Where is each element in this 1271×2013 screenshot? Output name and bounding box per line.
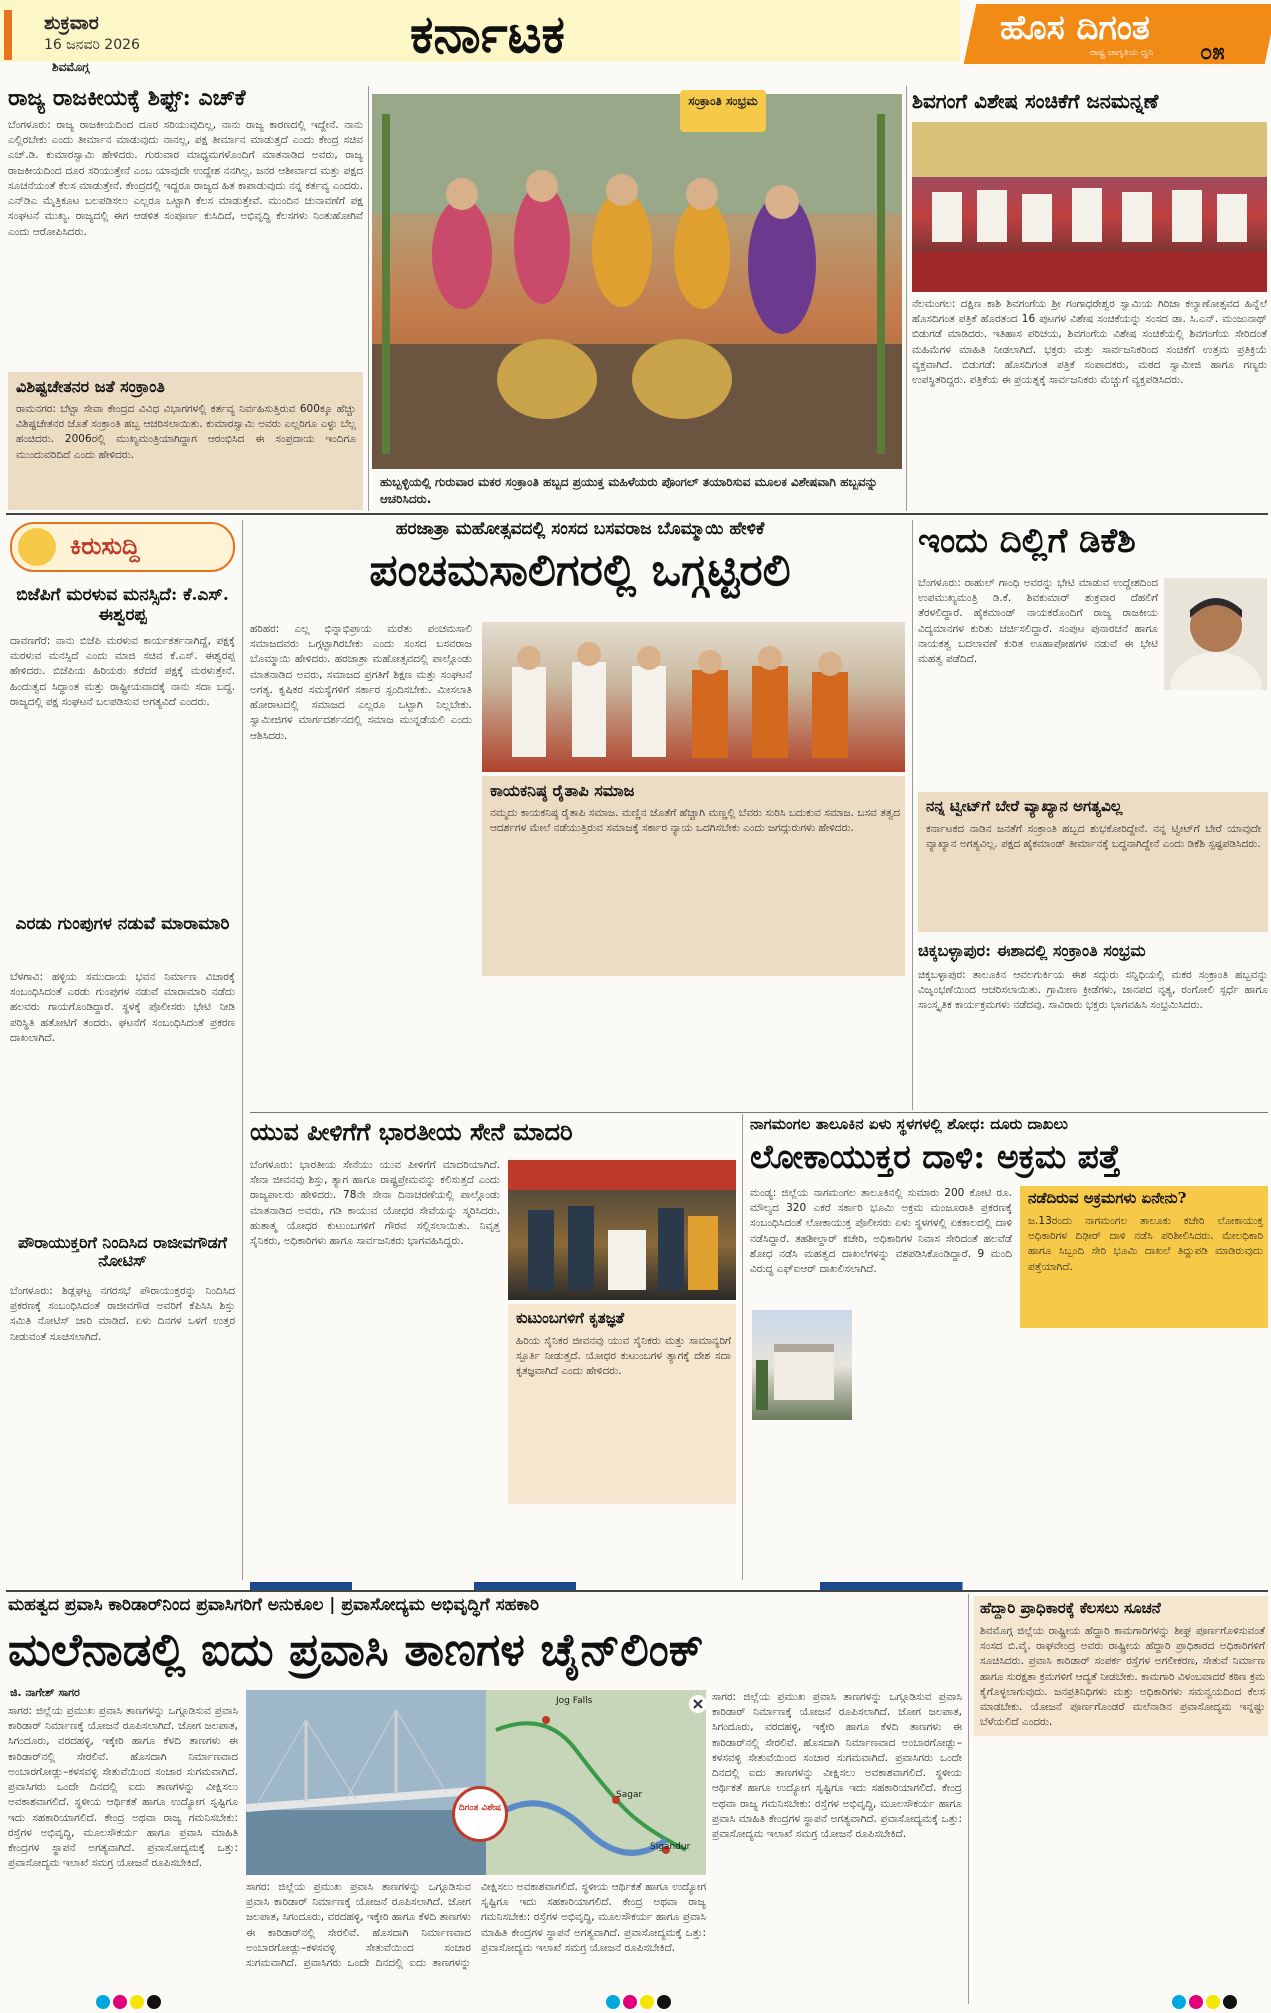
column-rule: [368, 86, 369, 511]
header-city: ಶಿವಮೊಗ್ಗ: [52, 60, 90, 74]
politics-sidebar-body: ರಾಮನಗರ: ಬೆಟ್ಟಾ ಸೇವಾ ಕೇಂದ್ರದ ವಿವಿಧ ವಿಭಾಗಗಳಲ್ಲಿ ಕರ್ತವ್ಯ ನಿರ್ವಹಿಸುತ್ತಿರುವ 600ಕ್ಕೂ ಹೆಚ್ಚು ವಿಶಿಷ್ಟಚೇತನರ ಜೊತೆ ಸಂಕ್ರಾಂತಿ ಹಬ್ಬ ಆಚರಿಸಲಾಯಿತು. ಕುಮಾರಸ್ವಾಮಿ ಅವರು ಎಲ್ಲರಿಗೂ ಎಳ್ಳು ಬೆಲ್ಲ ಹಂಚಿದರು. 2006ರಲ್ಲಿ ಮುಖ್ಯಮಂತ್ರಿಯಾಗಿದ್ದಾಗ ಆರಂಭಿಸಿದ ಈ ಸಂಪ್ರದಾಯ ಇಂದಿಗೂ ಮುಂದುವರಿದಿದೆ ಎಂದು ಹೇಳಿದರು.: [16, 403, 356, 461]
panchamasali-sub-title: ಕಾಯಕನಿಷ್ಠ ರೈತಾಪಿ ಸಮಾಜ: [490, 781, 635, 800]
map-label-sagar: Sagar: [616, 1790, 643, 1800]
pongal-photo: [372, 94, 902, 469]
dkshi-sub-body: ಕರ್ನಾಟಕದ ನಾಡಿನ ಜನತೆಗೆ ಸಂಕ್ರಾಂತಿ ಹಬ್ಬದ ಶುಭಕೋರಿದ್ದೇನೆ. ನನ್ನ ಟ್ವೀಟ್‌ಗೆ ಬೇರೆ ಯಾವುದೇ ವ್ಯಾಖ್ಯಾನ ಅಗತ್ಯವಿಲ್ಲ. ಪಕ್ಷದ ಹೈಕಮಾಂಡ್ ತೀರ್ಮಾನಕ್ಕೆ ಬದ್ಧನಾಗಿದ್ದೇನೆ ಎಂದು ಡಿಕೆಶಿ ಸ್ಪಷ್ಟಪಡಿಸಿದರು.: [926, 823, 1261, 851]
column-rule: [968, 1594, 969, 2004]
header-accent-bar: [4, 10, 12, 60]
panchamasali-photo: [482, 622, 905, 772]
army-sub-title: ಕುಟುಂಬಗಳಿಗೆ ಕೃತಜ್ಞತೆ: [516, 1309, 625, 1327]
kirusuddi-2-title: ಎರಡು ಗುಂಪುಗಳ ನಡುವೆ ಮಾರಾಮಾರಿ: [15, 914, 230, 934]
dkshi-headline: ಇಂದು ದಿಲ್ಲಿಗೆ ಡಿಕೆಶಿ: [918, 521, 1136, 561]
malenadu-kicker: ಮಹತ್ವದ ಪ್ರವಾಸಿ ಕಾರಿಡಾರ್‌ನಿಂದ ಪ್ರವಾಸಿಗರಿಗೆ ಅನುಕೂಲ | ಪ್ರವಾಸೋದ್ಯಮ ಅಭಿವೃದ್ಧಿಗೆ ಸಹಕಾರಿ: [8, 1595, 540, 1615]
color-register-bar: [250, 1582, 1268, 1590]
kirusuddi-1-body: ದಾವಣಗೆರೆ: ನಾನು ಬಿಜೆಪಿ ಮರಳುವ ಕಾರ್ಯಕರ್ತನಾಗಿದ್ದೆ, ಪಕ್ಷಕ್ಕೆ ಮರಳುವ ಮನಸ್ಸಿದೆ ಎಂದು ಮಾಜಿ ಸಚಿವ ಕೆ.ಎಸ್. ಈಶ್ವರಪ್ಪ ಹೇಳಿದರು. ಬಿಜೆಪಿಯ ಹಿರಿಯರು ಕರೆದರೆ ಪಕ್ಷಕ್ಕೆ ಮರಳುತ್ತೇನೆ. ಹಿಂದುತ್ವದ ಸಿದ್ಧಾಂತ ಮತ್ತು ರಾಷ್ಟ್ರೀಯವಾದಕ್ಕೆ ನಾನು ಸದಾ ಬದ್ಧ. ರಾಜ್ಯದಲ್ಲಿ ಪಕ್ಷ ಸಂಘಟನೆ ಬಲಪಡಿಸುವ ಅಗತ್ಯವಿದೆ ಎಂದರು.: [10, 635, 235, 708]
army-body: ಬೆಂಗಳೂರು: ಭಾರತೀಯ ಸೇನೆಯು ಯುವ ಪೀಳಿಗೆಗೆ ಮಾದರಿಯಾಗಿದೆ. ಸೇನಾ ಜೀವನವು ಶಿಸ್ತು, ತ್ಯಾಗ ಹಾಗೂ ರಾಷ್ಟ್ರಪ್ರೇಮವನ್ನು ಕಲಿಸುತ್ತದೆ ಎಂದು ರಾಜ್ಯಪಾಲರು ಹೇಳಿದರು. 78ನೇ ಸೇನಾ ದಿನಾಚರಣೆಯಲ್ಲಿ ಪಾಲ್ಗೊಂಡು ಮಾತನಾಡಿದ ಅವರು, ಗಡಿ ಕಾಯುವ ಯೋಧರ ಸೇವೆಯನ್ನು ಸ್ಮರಿಸಿದರು. ಹುತಾತ್ಮ ಯೋಧರ ಕುಟುಂಬಗಳಿಗೆ ಗೌರವ ಸಲ್ಲಿಸಲಾಯಿತು. ನಿವೃತ್ತ ಸೈನಿಕರು, ಅಧಿಕಾರಿಗಳು ಹಾಗೂ ಸಾರ್ವಜನಿಕರು ಭಾಗವಹಿಸಿದ್ದರು.: [250, 1159, 500, 1248]
politics-sidebar-title: ವಿಶಿಷ್ಟಚೇತನರ ಜತೆ ಸಂಕ್ರಾಂತಿ: [16, 377, 165, 396]
lokayukta-box-body: ಜ.13ರಂದು ನಾಗಮಂಗಲ ತಾಲೂಕು ಕಚೇರಿ ಲೋಕಾಯುಕ್ತ ಅಧಿಕಾರಿಗಳ ದಿಢೀರ್ ದಾಳಿ ನಡೆಸಿ ಪರಿಶೀಲಿಸಿದರು. ಮೇಲಧಿಕಾರಿ ಹಾಗೂ ಸಿಬ್ಬಂದಿ ಸೇರಿ ಭೂಮಿ ದಾಖಲೆ ತಿದ್ದುಪಡಿ ಮಾಡಿರುವುದು ಪತ್ತೆಯಾಗಿದೆ.: [1028, 1215, 1263, 1273]
kirusuddi-2-body: ಬೆಳಗಾವಿ: ಹಳ್ಳಿಯ ಸಮುದಾಯ ಭವನ ನಿರ್ಮಾಣ ವಿಚಾರಕ್ಕೆ ಸಂಬಂಧಿಸಿದಂತೆ ಎರಡು ಗುಂಪುಗಳ ನಡುವೆ ಮಾರಾಮಾರಿ ನಡೆದು ಹಲವರು ಗಾಯಗೊಂಡಿದ್ದಾರೆ. ಸ್ಥಳಕ್ಕೆ ಪೊಲೀಸರು ಭೇಟಿ ನೀಡಿ ಪರಿಸ್ಥಿತಿ ಹತೋಟಿಗೆ ತಂದರು. ಘಟನೆಗೆ ಸಂಬಂಧಿಸಿದಂತೆ ಪ್ರಕರಣ ದಾಖಲಾಗಿದೆ.: [10, 971, 235, 1044]
malenadu-byline: ಜಿ. ನಾಗೇಶ್ ಸಾಗರ: [10, 1686, 80, 1699]
dkshi-portrait-art: [1164, 578, 1267, 690]
kirusuddi-1-title: ಬಿಜೆಪಿಗೆ ಮರಳುವ ಮನಸ್ಸಿದೆ: ಕೆ.ಎಸ್. ಈಶ್ವರಪ್ಪ: [16, 585, 229, 625]
column-rule: [242, 520, 243, 1580]
masthead-tagline: ರಾಷ್ಟ್ರ ಜಾಗೃತಿಯ ಧ್ವನಿ: [1090, 48, 1154, 58]
kirusuddi-3-body: ಬೆಂಗಳೂರು: ಶಿಡ್ಲಘಟ್ಟ ನಗರಸಭೆ ಪೌರಾಯುಕ್ತರನ್ನು ನಿಂದಿಸಿದ ಪ್ರಕರಣಕ್ಕೆ ಸಂಬಂಧಿಸಿದಂತೆ ರಾಜೀವಗೌಡ ಅವರಿಗೆ ಕೆಪಿಸಿಸಿ ಶಿಸ್ತು ಸಮಿತಿ ನೋಟಿಸ್ ಜಾರಿ ಮಾಡಿದೆ. ಏಳು ದಿನಗಳ ಒಳಗೆ ಉತ್ತರ ನೀಡುವಂತೆ ಸೂಚಿಸಲಾಗಿದೆ.: [10, 1285, 235, 1343]
politics-body: ಬೆಂಗಳೂರು: ರಾಜ್ಯ ರಾಜಕೀಯದಿಂದ ದೂರ ಸರಿಯುವುದಿಲ್ಲ, ನಾನು ರಾಜ್ಯ ಕಾರಣದಲ್ಲಿ ಇದ್ದೇನೆ. ನಾನು ಎಲ್ಲಿರಬೇಕು ಎಂದು ತೀರ್ಮಾನ ಮಾಡುವುದು ನಾನಲ್ಲ, ಪಕ್ಷ ತೀರ್ಮಾನ ಮಾಡುತ್ತದೆ ಎಂದು ಕೇಂದ್ರ ಸಚಿವ ಎಚ್.ಡಿ. ಕುಮಾರಸ್ವಾಮಿ ಹೇಳಿದರು. ಗುರುವಾರ ಮಾಧ್ಯಮಗಳೊಂದಿಗೆ ಮಾತನಾಡಿದ ಅವರು, ರಾಜ್ಯ ರಾಜಕೀಯದಿಂದ ದೂರ ಸರಿಯುತ್ತೇನೆ ಎಂಬ ಯಾವುದೇ ಉದ್ದೇಶ ನನಗಿಲ್ಲ. ಜನರ ಆಶೀರ್ವಾದ ಮತ್ತು ಪಕ್ಷದ ಸೂಚನೆಯಂತೆ ಕೆಲಸ ಮಾಡುತ್ತೇನೆ. ಕೇಂದ್ರದಲ್ಲಿ ಇದ್ದರೂ ರಾಜ್ಯದ ಹಿತ ಕಾಪಾಡುವುದು ನನ್ನ ಕರ್ತವ್ಯ ಎಂದರು. ಎನ್‌ಡಿಎ ಮೈತ್ರಿಕೂಟ ಬಲಪಡಿಸಲು ಎಲ್ಲರೂ ಒಟ್ಟಾಗಿ ಕೆಲಸ ಮಾಡುತ್ತೇವೆ. ಮುಂದಿನ ಚುನಾವಣೆಗೆ ಪಕ್ಷ ಸಂಘಟನೆ ಮುಖ್ಯ. ರಾಜ್ಯದಲ್ಲಿ ಈಗ ಆಡಳಿತ ಸಂಪೂರ್ಣ ಕುಸಿದಿದೆ, ಅಭಿವೃದ್ಧಿ ಕೆಲಸಗಳು ನಿಂತುಹೋಗಿವೆ ಎಂದು ಆರೋಪಿಸಿದರು.: [8, 119, 363, 238]
map-label-jog: Jog Falls: [556, 1696, 593, 1706]
column-rule: [912, 520, 913, 1110]
panchamasali-headline: ಪಂಚಮಸಾಲಿಗರಲ್ಲಿ ಒಗ್ಗಟ್ಟಿರಲಿ: [369, 545, 791, 596]
shivaganga-body: ನೆಲಮಂಗಲ: ದಕ್ಷಿಣ ಕಾಶಿ ಶಿವಗಂಗೆಯ ಶ್ರೀ ಗಂಗಾಧರೇಶ್ವರ ಸ್ವಾಮಿಯ ಗಿರಿಜಾ ಕಲ್ಯಾಣೋತ್ಸವದ ಹಿನ್ನೆಲೆ ಹೊಸದಿಗಂತ ಪತ್ರಿಕೆ ಹೊರತಂದ 16 ಪುಟಗಳ ವಿಶೇಷ ಸಂಚಿಕೆಯನ್ನು ಸಂಸದ ಡಾ. ಸಿ.ಎನ್. ಮಂಜುನಾಥ್ ಬಿಡುಗಡೆ ಮಾಡಿದರು. ಇತಿಹಾಸ ಪರಿಚಯ, ಶಿವಗಂಗೆಯ ವಿಶೇಷ ಸಂಚಿಕೆಯಲ್ಲಿ ಶಿವಗಂಗೆಯ ಸೇರಿದಂತೆ ಮಹಿಮೆಗಳ ಮಾಹಿತಿ ನೀಡಲಾಗಿದೆ. ಭಕ್ತರು ಮತ್ತು ಸಾರ್ವಜನಿಕರಿಂದ ಸಂಚಿಕೆಗೆ ಉತ್ತಮ ಪ್ರತಿಕ್ರಿಯೆ ವ್ಯಕ್ತವಾಗಿದೆ. ಬಿಡುಗಡೆ: ಹೊಸದಿಗಂತ ಪತ್ರಿಕೆ ಸಂಪಾದಕರು, ಮಠದ ಸ್ವಾಮೀಜಿ ಹಾಗೂ ಗಣ್ಯರು ಉಪಸ್ಥಿತರಿದ್ದರು. ಪತ್ರಿಕೆಯ ಈ ಪ್ರಯತ್ನಕ್ಕೆ ಸಾರ್ವಜನಿಕರು ಮೆಚ್ಚುಗೆ ವ್ಯಕ್ತಪಡಿಸಿದರು.: [912, 298, 1267, 387]
army-photo: [508, 1160, 736, 1300]
page-header: [0, 0, 1271, 82]
registration-dots-right: [1172, 1994, 1240, 2013]
lokayukta-box-title: ನಡೆದಿರುವ ಅಕ್ರಮಗಳು ಏನೇನು?: [1028, 1189, 1187, 1207]
megaphone-icon: [18, 528, 56, 566]
row-divider: [6, 1590, 1268, 1592]
lokayukta-headline: ಲೋಕಾಯುಕ್ತರ ದಾಳಿ: ಅಕ್ರಮ ಪತ್ತೆ: [750, 1137, 1121, 1176]
army-sub-body: ಹಿರಿಯ ಸೈನಿಕರ ಜೀವನವು ಯುವ ಸೈನಿಕರು ಮತ್ತು ಸಾಮಾನ್ಯರಿಗೆ ಸ್ಪೂರ್ತಿ ನೀಡುತ್ತದೆ. ಯೋಧರ ಕುಟುಂಬಗಳ ತ್ಯಾಗಕ್ಕೆ ದೇಶ ಸದಾ ಕೃತಜ್ಞವಾಗಿದೆ ಎಂದು ಹೇಳಿದರು.: [516, 1335, 731, 1378]
header-date: 16 ಜನವರಿ 2026: [44, 37, 140, 53]
shivaganga-photo: [912, 122, 1267, 292]
panchamasali-kicker: ಹರಜಾತ್ರಾ ಮಹೋತ್ಸವದಲ್ಲಿ ಸಂಸದ ಬಸವರಾಜ ಬೊಮ್ಮಾಯಿ ಹೇಳಿಕೆ: [395, 519, 765, 539]
dkshi-portrait: [1164, 578, 1267, 690]
column-rule: [906, 86, 907, 511]
registration-dots-left: [96, 1994, 164, 2013]
malenadu-body-continued: ಸಾಗರ: ಜಿಲ್ಲೆಯ ಪ್ರಮುಖ ಪ್ರವಾಸಿ ತಾಣಗಳನ್ನು ಒಗ್ಗೂಡಿಸುವ ಪ್ರವಾಸಿ ಕಾರಿಡಾರ್ ನಿರ್ಮಾಣಕ್ಕೆ ಯೋಜನೆ ರೂಪಿಸಲಾಗಿದೆ. ಜೋಗ ಜಲಪಾತ, ಸಿಗಂದೂರು, ವರದಹಳ್ಳಿ, ಇಕ್ಕೇರಿ ಹಾಗೂ ಕೆಳದಿ ತಾಣಗಳು ಈ ಕಾರಿಡಾರ್‌ನಲ್ಲಿ ಸೇರಲಿವೆ. ಹೊಸದಾಗಿ ನಿರ್ಮಾಣವಾದ ಅಂಬಾರಗೋಡ್ಲು–ಕಳಸವಳ್ಳಿ ಸೇತುವೆಯಿಂದ ಸಂಚಾರ ಸುಗಮವಾಗಿದೆ. ಪ್ರವಾಸಿಗರು ಒಂದೇ ದಿನದಲ್ಲಿ ಐದು ತಾಣಗಳನ್ನು ವೀಕ್ಷಿಸಲು ಅವಕಾಶವಾಗಲಿದೆ. ಸ್ಥಳೀಯ ಆರ್ಥಿಕತೆ ಹಾಗೂ ಉದ್ಯೋಗ ಸೃಷ್ಟಿಗೂ ಇದು ಸಹಕಾರಿಯಾಗಲಿದೆ. ಕೇಂದ್ರ ಅಥವಾ ರಾಜ್ಯ ಗಮನಿಸಬೇಕು: ರಸ್ತೆಗಳ ಅಭಿವೃದ್ಧಿ, ಮೂಲಸೌಕರ್ಯ ಹಾಗೂ ಪ್ರವಾಸಿ ಮಾಹಿತಿ ಕೇಂದ್ರಗಳ ಸ್ಥಾಪನೆ ಅಗತ್ಯವಾಗಿದೆ. ಪ್ರವಾಸೋದ್ಯಮಕ್ಕೆ ಒತ್ತು: ಪ್ರವಾಸೋದ್ಯಮ ಇಲಾಖೆ ಸಮಗ್ರ ಯೋಜನೆ ರೂಪಿಸಬೇಕಿದೆ.: [246, 1881, 706, 1970]
malenadu-body: ಸಾಗರ: ಜಿಲ್ಲೆಯ ಪ್ರಮುಖ ಪ್ರವಾಸಿ ತಾಣಗಳನ್ನು ಒಗ್ಗೂಡಿಸುವ ಪ್ರವಾಸಿ ಕಾರಿಡಾರ್ ನಿರ್ಮಾಣಕ್ಕೆ ಯೋಜನೆ ರೂಪಿಸಲಾಗಿದೆ. ಜೋಗ ಜಲಪಾತ, ಸಿಗಂದೂರು, ವರದಹಳ್ಳಿ, ಇಕ್ಕೇರಿ ಹಾಗೂ ಕೆಳದಿ ತಾಣಗಳು ಈ ಕಾರಿಡಾರ್‌ನಲ್ಲಿ ಸೇರಲಿವೆ. ಹೊಸದಾಗಿ ನಿರ್ಮಾಣವಾದ ಅಂಬಾರಗೋಡ್ಲು–ಕಳಸವಳ್ಳಿ ಸೇತುವೆಯಿಂದ ಸಂಚಾರ ಸುಗಮವಾಗಿದೆ. ಪ್ರವಾಸಿಗರು ಒಂದೇ ದಿನದಲ್ಲಿ ಐದು ತಾಣಗಳನ್ನು ವೀಕ್ಷಿಸಲು ಅವಕಾಶವಾಗಲಿದೆ. ಸ್ಥಳೀಯ ಆರ್ಥಿಕತೆ ಹಾಗೂ ಉದ್ಯೋಗ ಸೃಷ್ಟಿಗೂ ಇದು ಸಹಕಾರಿಯಾಗಲಿದೆ. ಕೇಂದ್ರ ಅಥವಾ ರಾಜ್ಯ ಗಮನಿಸಬೇಕು: ರಸ್ತೆಗಳ ಅಭಿವೃದ್ಧಿ, ಮೂಲಸೌಕರ್ಯ ಹಾಗೂ ಪ್ರವಾಸಿ ಮಾಹಿತಿ ಕೇಂದ್ರಗಳ ಸ್ಥಾಪನೆ ಅಗತ್ಯವಾಗಿದೆ. ಪ್ರವಾಸೋದ್ಯಮಕ್ಕೆ ಒತ್ತು: ಪ್ರವಾಸೋದ್ಯಮ ಇಲಾಖೆ ಸಮಗ್ರ ಯೋಜನೆ ರೂಪಿಸಬೇಕಿದೆ.: [8, 1705, 238, 1870]
politics-headline: ರಾಜ್ಯ ರಾಜಕೀಯಕ್ಕೆ ಶಿಫ್ಟ್: ಎಚ್‌ಕೆ: [8, 85, 246, 111]
row-divider: [6, 513, 1268, 515]
kirusuddi-3-title: ಪೌರಾಯುಕ್ತರಿಗೆ ನಿಂದಿಸಿದ ರಾಜೀವಗೌಡಗೆ ನೋಟಿಸ್: [18, 1233, 227, 1271]
chikkaballapur-body: ಚಿಕ್ಕಬಳ್ಳಾಪುರ: ತಾಲೂಕಿನ ಆವಲಗುರ್ಕಿಯ ಈಶ ಸದ್ಗುರು ಸನ್ನಿಧಿಯಲ್ಲಿ ಮಕರ ಸಂಕ್ರಾಂತಿ ಹಬ್ಬವನ್ನು ವಿಜೃಂಭಣೆಯಿಂದ ಆಚರಿಸಲಾಯಿತು. ಗ್ರಾಮೀಣ ಕ್ರೀಡೆಗಳು, ಜಾನಪದ ನೃತ್ಯ, ರಂಗೋಲಿ ಸ್ಪರ್ಧೆ ಹಾಗೂ ಸಾಂಸ್ಕೃತಿಕ ಕಾರ್ಯಕ್ರಮಗಳು ನಡೆದವು. ಸಾವಿರಾರು ಭಕ್ತರು ಭಾಗವಹಿಸಿ ಸಂಭ್ರಮಿಸಿದರು.: [918, 969, 1268, 1012]
masthead-logo: ಹೊಸ ದಿಗಂತ: [1000, 8, 1150, 48]
shivaganga-photo-art: [912, 122, 1267, 292]
malenadu-headline: ಮಲೆನಾಡಲ್ಲಿ ಐದು ಪ್ರವಾಸಿ ತಾಣಗಳ ಚೈನ್‌ಲಿಂಕ್: [8, 1623, 704, 1676]
army-photo-art: [508, 1160, 736, 1300]
kirusuddi-badge: ಕಿರುಸುದ್ದಿ: [70, 531, 140, 560]
lokayukta-photo-art: [752, 1310, 852, 1420]
pongal-tag: ಸಂಕ್ರಾಂತಿ ಸಂಭ್ರಮ: [680, 90, 766, 132]
section-title: ಕರ್ನಾಟಕ: [410, 4, 565, 65]
panchamasali-sub-body: ನಮ್ಮದು ಕಾಯಕನಿಷ್ಠ ರೈತಾಪಿ ಸಮಾಜ. ಮಣ್ಣಿನ ಜೊತೆಗೆ ಹೆಚ್ಚಾಗಿ ಮಣ್ಣಲ್ಲಿ ಬೆವರು ಸುರಿಸಿ ಬದುಕುವ ಸಮಾಜ. ಬಸವ ತತ್ವದ ಆದರ್ಶಗಳ ಮೇಲೆ ನಡೆಯುತ್ತಿರುವ ಸಮಾಜಕ್ಕೆ ಸರ್ಕಾರ ನ್ಯಾಯ ಒದಗಿಸಬೇಕು ಎಂದು ಜಗದ್ಗುರುಗಳು ಹೇಳಿದರು.: [490, 807, 900, 835]
lokayukta-photo: [752, 1310, 852, 1420]
dkshi-body: ಬೆಂಗಳೂರು: ರಾಹುಲ್ ಗಾಂಧಿ ಅವರನ್ನು ಭೇಟಿ ಮಾಡುವ ಉದ್ದೇಶದಿಂದ ಉಪಮುಖ್ಯಮಂತ್ರಿ ಡಿ.ಕೆ. ಶಿವಕುಮಾರ್ ಶುಕ್ರವಾರ ದೆಹಲಿಗೆ ತೆರಳಲಿದ್ದಾರೆ. ಹೈಕಮಾಂಡ್ ನಾಯಕರೊಂದಿಗೆ ರಾಜ್ಯ ರಾಜಕೀಯ ವಿದ್ಯಮಾನಗಳ ಕುರಿತು ಚರ್ಚಿಸಲಿದ್ದಾರೆ. ಸಂಪುಟ ಪುನಾರಚನೆ ಹಾಗೂ ನಾಯಕತ್ವ ಬದಲಾವಣೆ ಕುರಿತ ಊಹಾಪೋಹಗಳ ನಡುವೆ ಈ ಭೇಟಿ ಮಹತ್ವ ಪಡೆದಿದೆ.: [918, 577, 1158, 666]
row-divider: [250, 1112, 1268, 1113]
lokayukta-kicker: ನಾಗಮಂಗಲ ತಾಲೂಕಿನ ಏಳು ಸ್ಥಳಗಳಲ್ಲಿ ಶೋಧ: ದೂರು ದಾಖಲು: [750, 1115, 1068, 1133]
malenadu-bridge-map-art: [246, 1690, 706, 1875]
army-headline: ಯುವ ಪೀಳಿಗೆಗೆ ಭಾರತೀಯ ಸೇನೆ ಮಾದರಿ: [250, 1117, 573, 1146]
shivaganga-headline: ಶಿವಗಂಗೆ ವಿಶೇಷ ಸಂಚಿಕೆಗೆ ಜನಮನ್ನಣೆ: [912, 89, 1159, 113]
pongal-photo-art: [372, 94, 902, 469]
dkshi-sub-title: ನನ್ನ ಟ್ವೀಟ್‌ಗೆ ಬೇರೆ ವ್ಯಾಖ್ಯಾನ ಅಗತ್ಯವಿಲ್ಲ: [926, 797, 1123, 815]
chikkaballapur-headline: ಚಿಕ್ಕಬಳ್ಳಾಪುರ: ಈಶಾದಲ್ಲಿ ಸಂಕ್ರಾಂತಿ ಸಂಭ್ರಮ: [918, 941, 1146, 960]
registration-dots-center: [606, 1994, 674, 2013]
lokayukta-body: ಮಂಡ್ಯ: ಜಿಲ್ಲೆಯ ನಾಗಮಂಗಲ ತಾಲೂಕಿನಲ್ಲಿ ಸುಮಾರು 200 ಕೋಟಿ ರೂ. ಮೌಲ್ಯದ 320 ಎಕರೆ ಸರ್ಕಾರಿ ಭೂಮಿ ಅಕ್ರಮ ಮಂಜೂರಾತಿ ಪ್ರಕರಣಕ್ಕೆ ಸಂಬಂಧಿಸಿದಂತೆ ಲೋಕಾಯುಕ್ತ ಪೊಲೀಸರು ಏಳು ಸ್ಥಳಗಳಲ್ಲಿ ಏಕಕಾಲದಲ್ಲಿ ದಾಳಿ ನಡೆಸಿದ್ದಾರೆ. ತಹಶೀಲ್ದಾರ್ ಕಚೇರಿ, ಅಧಿಕಾರಿಗಳ ನಿವಾಸ ಸೇರಿದಂತೆ ಹಲವೆಡೆ ಶೋಧ ನಡೆಸಿ ಮಹತ್ವದ ದಾಖಲೆಗಳನ್ನು ವಶಪಡಿಸಿಕೊಂಡಿದ್ದಾರೆ. 9 ಮಂದಿ ವಿರುದ್ಧ ಎಫ್ಐಆರ್ ದಾಖಲಿಸಲಾಗಿದೆ.: [750, 1187, 1012, 1276]
highway-body: ಶಿವಮೊಗ್ಗ ಜಿಲ್ಲೆಯ ರಾಷ್ಟ್ರೀಯ ಹೆದ್ದಾರಿ ಕಾಮಗಾರಿಗಳನ್ನು ಶೀಘ್ರ ಪೂರ್ಣಗೊಳಿಸುವಂತೆ ಸಂಸದ ಬಿ.ವೈ. ರಾಘವೇಂದ್ರ ಅವರು ರಾಷ್ಟ್ರೀಯ ಹೆದ್ದಾರಿ ಪ್ರಾಧಿಕಾರದ ಅಧಿಕಾರಿಗಳಿಗೆ ಸೂಚಿಸಿದರು. ಪ್ರವಾಸಿ ಕಾರಿಡಾರ್ ಸಂಪರ್ಕ ರಸ್ತೆಗಳ ಅಗಲೀಕರಣ, ಸೇತುವೆ ನಿರ್ಮಾಣ ಹಾಗೂ ಸುರಕ್ಷತಾ ಕ್ರಮಗಳಿಗೆ ಆದ್ಯತೆ ನೀಡಬೇಕು. ಕಾಮಗಾರಿ ವಿಳಂಬವಾದರೆ ಕಠಿಣ ಕ್ರಮ ಕೈಗೊಳ್ಳಲಾಗುವುದು. ಜನಪ್ರತಿನಿಧಿಗಳು ಮತ್ತು ಅಧಿಕಾರಿಗಳು ಸಮನ್ವಯದಿಂದ ಕೆಲಸ ಮಾಡಬೇಕು. ಯೋಜನೆ ಪೂರ್ಣಗೊಂಡರೆ ಮಲೆನಾಡಿನ ಪ್ರವಾಸೋದ್ಯಮ ಇನ್ನಷ್ಟು ಬೆಳೆಯಲಿದೆ ಎಂದರು.: [980, 1625, 1265, 1729]
malenadu-bridge-map: [246, 1690, 706, 1875]
highway-headline: ಹೆದ್ದಾರಿ ಪ್ರಾಧಿಕಾರಕ್ಕೆ ಕೆಲಸಲು ಸೂಚನೆ: [980, 1599, 1161, 1617]
column-rule: [742, 1114, 743, 1580]
panchamasali-photo-art: [482, 622, 905, 772]
map-label-sigandur: Sigandur: [650, 1842, 691, 1852]
panchamasali-body: ಹರಿಹರ: ಎಲ್ಲ ಭಿನ್ನಾಭಿಪ್ರಾಯ ಮರೆತು ಪಂಚಮಸಾಲಿ ಸಮಾಜದವರು ಒಗ್ಗಟ್ಟಾಗಿರಬೇಕು ಎಂದು ಸಂಸದ ಬಸವರಾಜ ಬೊಮ್ಮಾಯಿ ಹೇಳಿದರು. ಹರಜಾತ್ರಾ ಮಹೋತ್ಸವದಲ್ಲಿ ಪಾಲ್ಗೊಂಡು ಮಾತನಾಡಿದ ಅವರು, ಸಮಾಜದ ಪ್ರಗತಿಗೆ ಶಿಕ್ಷಣ ಮತ್ತು ಸಂಘಟನೆ ಅಗತ್ಯ. ಕೃಷಿಕರ ಸಮಸ್ಯೆಗಳಿಗೆ ಸರ್ಕಾರ ಸ್ಪಂದಿಸಬೇಕು. ಮೀಸಲಾತಿ ಹೋರಾಟದಲ್ಲಿ ಸಮಾಜದ ಎಲ್ಲರೂ ಒಟ್ಟಾಗಿ ನಿಲ್ಲಬೇಕು. ಸ್ವಾಮೀಜಿಗಳ ಮಾರ್ಗದರ್ಶನದಲ್ಲಿ ಸಮಾಜ ಮುನ್ನಡೆಯಲಿ ಎಂದು ಆಶಿಸಿದರು.: [250, 623, 472, 742]
malenadu-body-column-3: ಸಾಗರ: ಜಿಲ್ಲೆಯ ಪ್ರಮುಖ ಪ್ರವಾಸಿ ತಾಣಗಳನ್ನು ಒಗ್ಗೂಡಿಸುವ ಪ್ರವಾಸಿ ಕಾರಿಡಾರ್ ನಿರ್ಮಾಣಕ್ಕೆ ಯೋಜನೆ ರೂಪಿಸಲಾಗಿದೆ. ಜೋಗ ಜಲಪಾತ, ಸಿಗಂದೂರು, ವರದಹಳ್ಳಿ, ಇಕ್ಕೇರಿ ಹಾಗೂ ಕೆಳದಿ ತಾಣಗಳು ಈ ಕಾರಿಡಾರ್‌ನಲ್ಲಿ ಸೇರಲಿವೆ. ಹೊಸದಾಗಿ ನಿರ್ಮಾಣವಾದ ಅಂಬಾರಗೋಡ್ಲು–ಕಳಸವಳ್ಳಿ ಸೇತುವೆಯಿಂದ ಸಂಚಾರ ಸುಗಮವಾಗಿದೆ. ಪ್ರವಾಸಿಗರು ಒಂದೇ ದಿನದಲ್ಲಿ ಐದು ತಾಣಗಳನ್ನು ವೀಕ್ಷಿಸಲು ಅವಕಾಶವಾಗಲಿದೆ. ಸ್ಥಳೀಯ ಆರ್ಥಿಕತೆ ಹಾಗೂ ಉದ್ಯೋಗ ಸೃಷ್ಟಿಗೂ ಇದು ಸಹಕಾರಿಯಾಗಲಿದೆ. ಕೇಂದ್ರ ಅಥವಾ ರಾಜ್ಯ ಗಮನಿಸಬೇಕು: ರಸ್ತೆಗಳ ಅಭಿವೃದ್ಧಿ, ಮೂಲಸೌಕರ್ಯ ಹಾಗೂ ಪ್ರವಾಸಿ ಮಾಹಿತಿ ಕೇಂದ್ರಗಳ ಸ್ಥಾಪನೆ ಅಗತ್ಯವಾಗಿದೆ. ಪ್ರವಾಸೋದ್ಯಮಕ್ಕೆ ಒತ್ತು: ಪ್ರವಾಸೋದ್ಯಮ ಇಲಾಖೆ ಸಮಗ್ರ ಯೋಜನೆ ರೂಪಿಸಬೇಕಿದೆ.: [712, 1691, 962, 1840]
page-number: ೦೫: [1200, 40, 1225, 65]
header-day: ಶುಕ್ರವಾರ: [44, 12, 99, 34]
pongal-caption: ಹುಬ್ಬಳ್ಳಿಯಲ್ಲಿ ಗುರುವಾರ ಮಕರ ಸಂಕ್ರಾಂತಿ ಹಬ್ಬದ ಪ್ರಯುಕ್ತ ಮಹಿಳೆಯರು ಪೊಂಗಲ್ ತಯಾರಿಸುವ ಮೂಲಕ ವಿಶೇಷವಾಗಿ ಹಬ್ಬವನ್ನು ಆಚರಿಸಿದರು.: [380, 475, 878, 507]
digantha-vishesha-stamp: ದಿಗಂತ ವಿಶೇಷ: [452, 1786, 508, 1842]
